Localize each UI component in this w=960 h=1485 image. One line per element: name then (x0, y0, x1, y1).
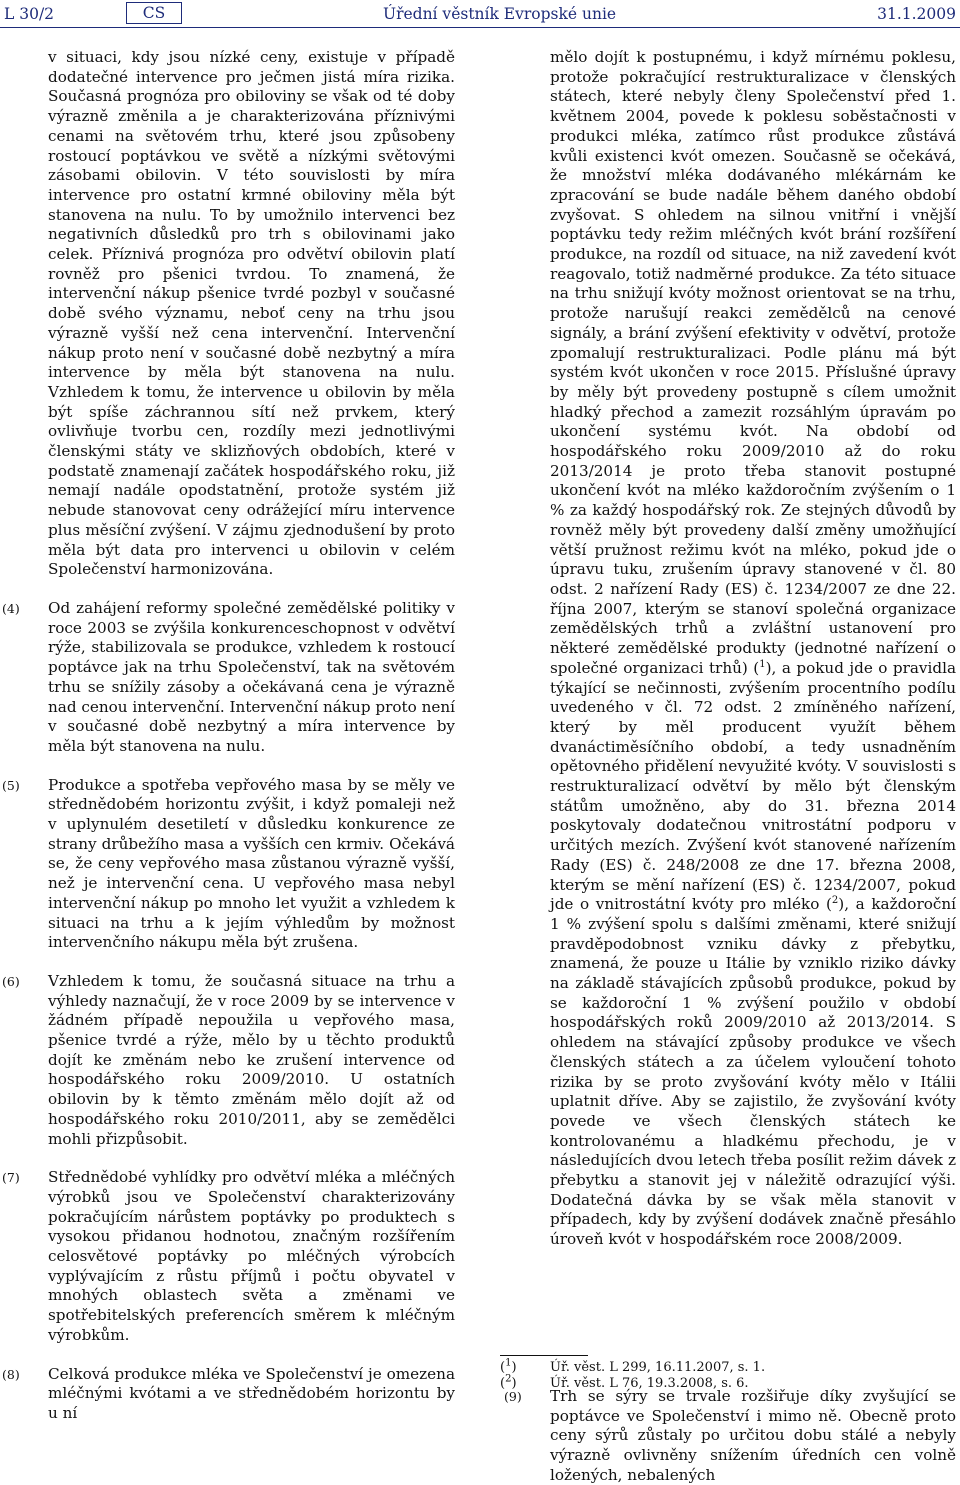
recital-text: Produkce a spotřeba vepřového masa by se měly ve střednědobém horizontu zvýšit, i když pomaleji než v uplynulém desetiletí v důsledku konkurence ze strany drůbežího masa a vyšších cen krmiv. Očekává se, že ceny vepřového masa zůstanou výrazně vyšší, než je intervenční cena. U vepřového masa nebyl intervenční nákup po mnoho let využit a vzhledem k situaci na trhu a k jejím výhledům by možnost intervenčního nákupu měla být zrušena. (48, 775, 455, 952)
footnote-marker: ($^2$) (500, 1373, 517, 1391)
recital-6 (2, 971, 455, 1149)
recital-number: (7) (2, 1170, 20, 1186)
footnote-number: 2 (505, 1373, 512, 1385)
recital-text: Od zahájení reformy společné zemědělské politiky v roce 2003 se zvýšila konkurenceschopnost v odvětví rýže, stabilizovala se produkce, vzhledem k rostoucí poptávce jak na trhu Společenství, tak na světovém trhu se snížily zásoby a očekávaná cena je výrazně nad cenou intervenční. Intervenční nákup proto není v současné době nezbytný a míra intervence by měla být stanovena na nulu. (48, 598, 455, 755)
recital-number: (4) (2, 600, 20, 616)
header-rule (0, 27, 960, 28)
paragraph-text: ), a každoroční 1 % zvýšení spolu s dalšími změnami, které snižují pravděpodobnost vzniku dávky z přebytku, znamená, že pouze u Itálie by vzniklo riziko dávky na základě stávajících způsobů produkce, pokud by se každoroční 1 % zvýšení použilo v období hospodářských roků 2009/2010 až 2013/2014. S ohledem na stávající způsoby produkce ve všech členských státech a za účelem vyloučení tohoto rizika by se proto zvyšování kvóty mělo v Itálii uplatnit dříve. Aby se zajistilo, že zvyšování kvóty povede ve všech členských státech ke kontrolovanému a hladkému přechodu, je v následujících dvou letech třeba posílit režim dávek z přebytku a stanovit jej v náležitě odrazující výši. Dodatečná dávka by se však měla stanovit v případech, kdy by zvýšení dodávek značně přesáhlo úroveň kvót v hospodářském roce 2008/2009. (550, 895, 957, 1249)
journal-title: Úřední věstník Evropské unie (383, 5, 617, 23)
recital-8 (2, 1364, 455, 1424)
recital-text: Celková produkce mléka ve Společenství je omezena mléčnými kvótami a ve střednědobém horizontu by u ní (48, 1364, 455, 1422)
recital-text: Trh se sýry se trvale rozšiřuje díky zvyšující se poptávce ve Společenství i mimo ně. Obecně proto ceny sýrů zůstaly po určitou dobu stálé a nebyly výrazně ovlivněny snížením úředních cen volně ložených, nebalených (550, 1386, 956, 1484)
recital-5 (2, 775, 455, 953)
footnote-1 (500, 1357, 956, 1376)
recital-number: (8) (2, 1366, 20, 1382)
recital-number: (6) (2, 973, 20, 989)
footnote-separator (500, 1355, 588, 1356)
paragraph-text: ), a pokud jde o pravidla týkající se nečinnosti, zvýšením procentního podílu uvedeného v čl. 72 odst. 2 zmíněného nařízení, který by měl producent využít během dvanáctiměsíčního období, a tedy usnadněním opětovného přidělení nevyužité kvóty. V souvislosti s restrukturalizací odvětví by mělo být členským státům umožněno, aby do 31. března 2014 poskytovaly dodatečnou vnitrostátní podporu v určitých mezích. Zvýšení kvót stanovené nařízením Rady (ES) č. 248/2008 ze dne 17. března 2008, kterým se mění nařízení (ES) č. 1234/2007, pokud jde o vnitrostátní kvóty pro mléko ( (550, 658, 956, 914)
footnote-text: Úř. věst. L 299, 16.11.2007, s. 1. (550, 1360, 766, 1375)
recital-7 (2, 1168, 455, 1345)
page-reference: L 30/2 (4, 5, 55, 23)
recital-number: (5) (2, 777, 20, 793)
footnote-2 (500, 1373, 956, 1392)
right-column (504, 48, 957, 1485)
footnote-reference[interactable]: 1 (759, 658, 766, 670)
language-badge: CS (126, 2, 182, 24)
footnote-reference[interactable]: 2 (831, 895, 839, 907)
recital-4 (2, 598, 455, 757)
footnote-number: 1 (505, 1357, 512, 1369)
footnote-text: Úř. věst. L 76, 19.3.2008, s. 6. (550, 1375, 749, 1391)
footnotes (500, 1355, 956, 1392)
left-column (2, 48, 455, 1424)
paragraph-text: mělo dojít k postupnému, i když mírnému poklesu, protože pokračující restrukturalizace v členských státech, které nebyly členy Společenství před 1. květnem 2004, povede k poklesu soběstačnosti v produkci mléka, zatímco růst produkce zůstává kvůli existenci kvót omezen. Současně se očekává, že množství mléka dodávaného mlékárnám ke zpracování se bude nadále během daného období zvyšovat. S ohledem na silnou vnitřní i vnější poptávku tedy režim mléčných kvót brání rozšíření produkce, na rozdíl od situace, na niž zavedení kvót reagovalo, totiž nadměrné produkce. Za této situace na trhu snižují kvóty možnost orientovat se na trhu, protože narušují reakci zemědělců na cenové signály, a brání zvýšení efektivity v odvětví, protože zpomalují restrukturalizaci. Podle plánu má být systém kvót ukončen v roce 2015. Příslušné úpravy by měly být provedeny postupně s cílem umožnit hladký přechod a zamezit rozsáhlým úpravám po ukončení systému kvót. Na období od hospodářského roku 2009/2010 až do roku 2013/2014 je proto třeba stanovit postupné ukončení kvót na mléko každoročním zvýšením o 1 % za každý hospodářský rok. Ze stejných důvodů by rovněž měly být provedeny další změny umožňující větší pružnost režimu kvót na mléko, pokud jde o úpravu tuku, zrušením úpravy stanovené v čl. 80 odst. 2 nařízení Rady (ES) č. 1234/2007 ze dne 22. října 2007, kterým se stanoví společná organizace zemědělských trhů a zvláštní ustanovení pro některé zemědělské produkty (jednotné nařízení o společné organizaci trhů) ( (550, 48, 956, 677)
footnote-marker: ($^1$) (500, 1357, 517, 1375)
publication-date: 31.1.2009 (877, 5, 956, 23)
right-continuation-paragraph (550, 48, 956, 1250)
recital-text: Střednědobé vyhlídky pro odvětví mléka a mléčných výrobků jsou ve Společenství charakterizovány pokračujícím nárůstem poptávky po produktech s vysokou přidanou hodnotou, značným rozšířením celosvětové poptávky po mléčných výrobcích vyplývajícím z růstu příjmů i počtu obyvatel v mnohých oblastech světa a změnami ve spotřebitelských preferencích směrem k mléčným výrobkům. (48, 1168, 455, 1344)
recital-number: (9) (504, 1388, 522, 1404)
recital-9 (504, 1386, 956, 1485)
recital-text: Vzhledem k tomu, že současná situace na trhu a výhledy naznačují, že v roce 2009 by se intervence v žádném případě nepoužila u vepřového masa, pšenice tvrdé a rýže, mělo by u těchto produktů dojít ke změnám nebo ke zrušení intervence od hospodářského roku 2009/2010. U ostatních obilovin by k těmto změnám mělo dojít až od hospodářského roku 2010/2011, aby se zemědělci mohli přizpůsobit. (48, 971, 455, 1148)
left-continuation-paragraph: v situaci, kdy jsou nízké ceny, existuje v případě dodatečné intervence pro ječmen jistá míra rizika. Současná prognóza pro obiloviny se však od té doby výrazně změnila a je charakterizována příznivými cenami na světovém trhu, které jsou způsobeny rostoucí poptávkou ve světě a nízkými světovými zásobami obilovin. V této souvislosti by míra intervence pro ostatní krmné obiloviny měla být stanovena na nulu. To by umožnilo intervenci bez negativních důsledků pro trh s obilovinami jako celek. Příznivá prognóza pro odvětví obilovin platí rovněž pro pšenici tvrdou. To znamená, že intervenční nákup pšenice tvrdé pozbyl v současné době svého významu, neboť ceny na trhu jsou výrazně vyšší než cena intervenční. Intervenční nákup proto není v současné době nezbytný a míra intervence by měla být stanovena na nulu. Vzhledem k tomu, že intervence u obilovin by měla být spíše záchrannou sítí než prvkem, který ovlivňuje tvorbu cen, rozdíly mezi jednotlivými členskými státy ve sklizňových obdobích, které v podstatě znamenají začátek hospodářského roku, již nemají nadále opodstatnění, protože systém již nebude stanovovat ceny odrážející míru intervence plus měsíční zvýšení. V zájmu zjednodušení by proto měla být data pro intervenci u obilovin v celém Společenství harmonizována. (48, 48, 455, 579)
page-header (0, 2, 960, 28)
